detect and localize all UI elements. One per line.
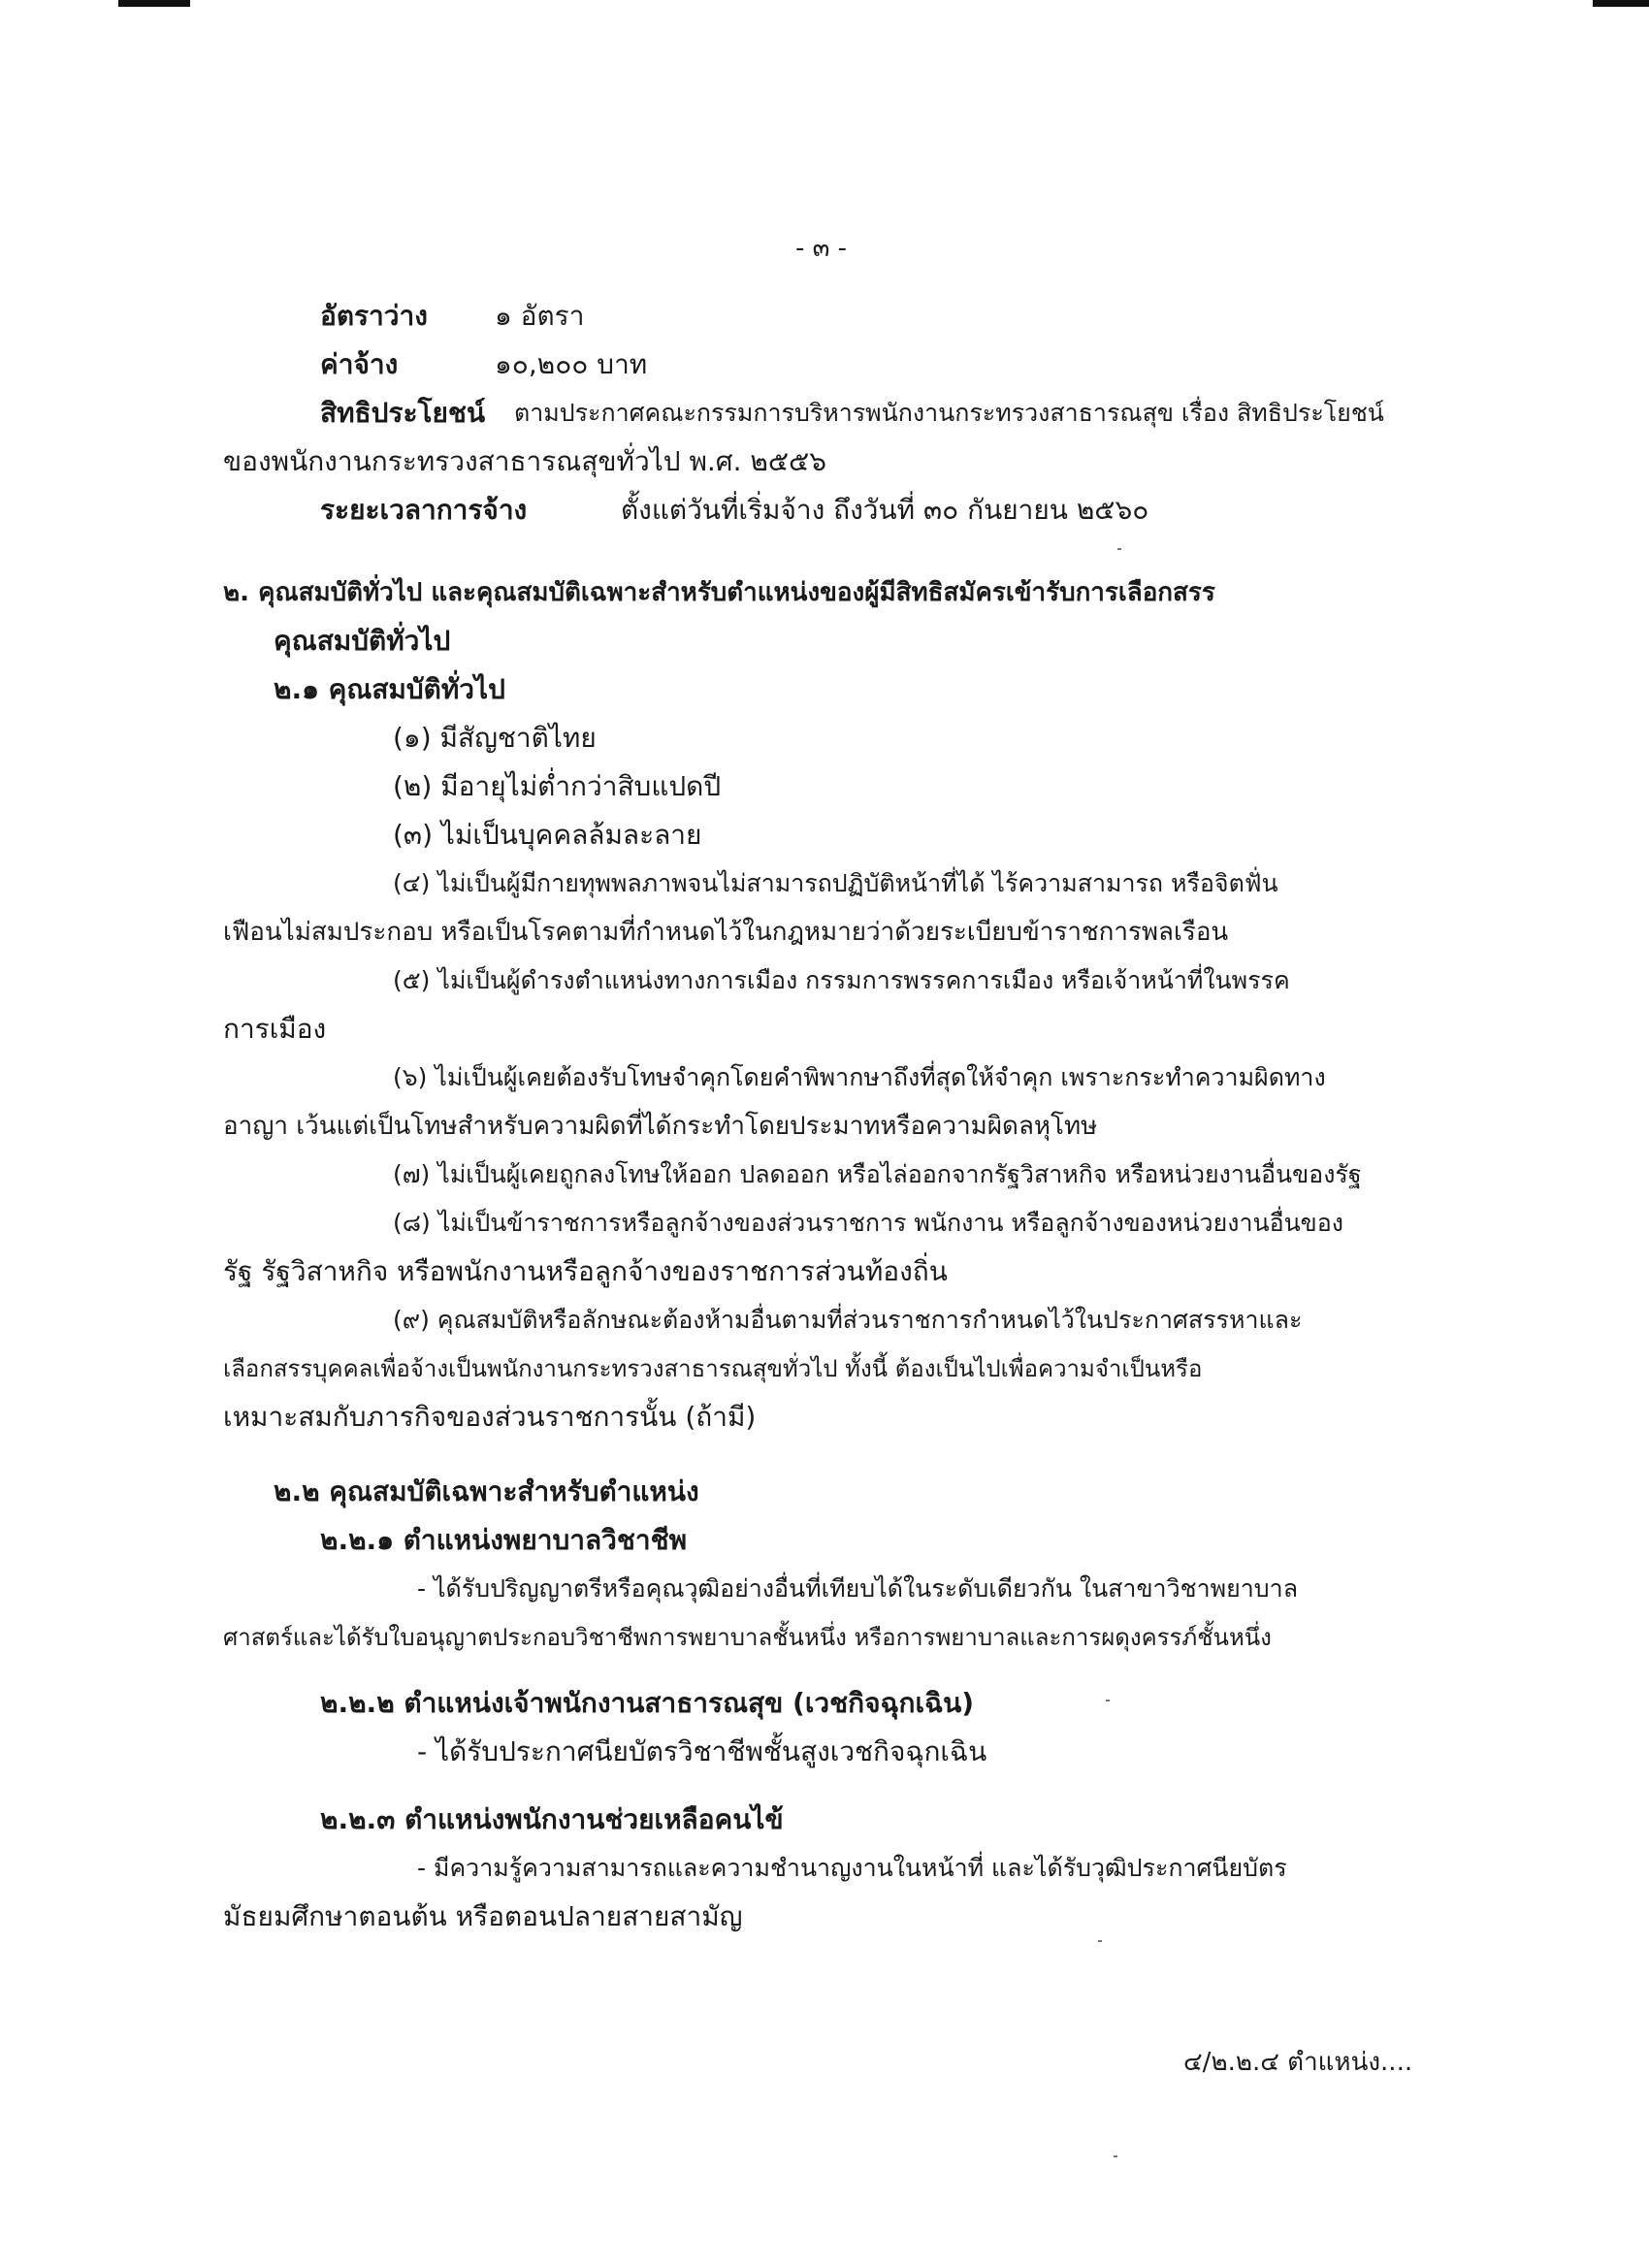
list-item-continuation: เหมาะสมกับภารกิจของส่วนราชการนั้น (ถ้ามี) xyxy=(223,1401,757,1433)
specific-qualifications-heading: ๒.๒ คุณสมบัติเฉพาะสำหรับตำแหน่ง xyxy=(274,1475,699,1507)
list-item: (๙) คุณสมบัติหรือลักษณะต้องห้ามอื่นตามที่ส่วนราชการกำหนดไว้ในประกาศสรรหาและ xyxy=(393,1306,1303,1334)
continuation-footer: ๔/๒.๒.๔ ตำแหน่ง.... xyxy=(1183,2048,1413,2077)
position-heading-emergency: ๒.๒.๒ ตำแหน่งเจ้าพนักงานสาธารณสุข (เวชกิจฉุกเฉิน) xyxy=(320,1687,975,1719)
scan-speck xyxy=(1106,1700,1110,1701)
list-item: (๓) ไม่เป็นบุคคลล้มละลาย xyxy=(393,819,702,851)
list-item: (๕) ไม่เป็นผู้ดำรงตำแหน่งทางการเมือง กรรมการพรรคการเมือง หรือเจ้าหน้าที่ในพรรค xyxy=(393,966,1290,994)
vacancy-label: อัตราว่าง xyxy=(320,300,428,332)
benefits-label: สิทธิประโยชน์ xyxy=(320,397,486,429)
position-heading-nurse: ๒.๒.๑ ตำแหน่งพยาบาลวิชาชีพ xyxy=(320,1524,688,1556)
list-item-continuation: รัฐ รัฐวิสาหกิจ หรือพนักงานหรือลูกจ้างของราชการส่วนท้องถิ่น xyxy=(223,1255,948,1287)
list-item-continuation: เลือกสรรบุคคลเพื่อจ้างเป็นพนักงานกระทรวงสาธารณสุขทั่วไป ทั้งนี้ ต้องเป็นไปเพื่อความจำเป็นหรือ xyxy=(223,1355,1203,1382)
scan-edge-mark-left xyxy=(118,0,190,7)
list-item: (๘) ไม่เป็นข้าราชการหรือลูกจ้างของส่วนราชการ พนักงาน หรือลูกจ้างของหน่วยงานอื่นของ xyxy=(393,1209,1343,1237)
position-requirement-continuation: มัธยมศึกษาตอนต้น หรือตอนปลายสายสามัญ xyxy=(223,1900,743,1932)
vacancy-value: ๑ อัตรา xyxy=(495,300,585,332)
scan-speck xyxy=(1114,2155,1117,2157)
period-value: ตั้งแต่วันที่เริ่มจ้าง ถึงวันที่ ๓๐ กันยายน ๒๕๖๐ xyxy=(621,494,1149,526)
list-item: (๑) มีสัญชาติไทย xyxy=(393,722,597,754)
list-item-continuation: เฟือนไม่สมประกอบ หรือเป็นโรคตามที่กำหนดไว้ในกฎหมายว่าด้วยระเบียบข้าราชการพลเรือน xyxy=(223,918,1229,947)
list-item: (๔) ไม่เป็นผู้มีกายทุพพลภาพจนไม่สามารถปฏิบัติหน้าที่ได้ ไร้ความสามารถ หรือจิตฟั่น xyxy=(393,869,1278,897)
position-heading-patient-aide: ๒.๒.๓ ตำแหน่งพนักงานช่วยเหลือคนไข้ xyxy=(320,1803,784,1835)
wage-label: ค่าจ้าง xyxy=(320,348,399,380)
page-number: - ๓ - xyxy=(795,234,848,263)
list-item-continuation: อาญา เว้นแต่เป็นโทษสำหรับความผิดที่ได้กระทำโดยประมาทหรือความผิดลหุโทษ xyxy=(223,1112,1098,1141)
position-requirement: - ได้รับประกาศนียบัตรวิชาชีพชั้นสูงเวชกิจฉุกเฉิน xyxy=(417,1735,987,1767)
benefits-text-line1: ตามประกาศคณะกรรมการบริหารพนักงานกระทรวงสาธารณสุข เรื่อง สิทธิประโยชน์ xyxy=(514,399,1384,427)
period-label: ระยะเวลาการจ้าง xyxy=(320,494,528,526)
list-item-continuation: การเมือง xyxy=(223,1013,327,1045)
wage-value: ๑๐,๒๐๐ บาท xyxy=(495,348,648,380)
list-item: (๒) มีอายุไม่ต่ำกว่าสิบแปดปี xyxy=(393,770,722,802)
scan-speck xyxy=(1098,1940,1102,1942)
section2-heading-line2: คุณสมบัติทั่วไป xyxy=(274,625,451,657)
benefits-text-line2: ของพนักงานกระทรวงสาธารณสุขทั่วไป พ.ศ. ๒๕๕๖ xyxy=(223,445,826,477)
list-item: (๗) ไม่เป็นผู้เคยถูกลงโทษให้ออก ปลดออก หรือไล่ออกจากรัฐวิสาหกิจ หรือหน่วยงานอื่นของรัฐ xyxy=(393,1160,1362,1188)
scan-edge-mark-right xyxy=(1593,0,1649,7)
general-qualifications-heading: ๒.๑ คุณสมบัติทั่วไป xyxy=(274,673,505,705)
scan-speck xyxy=(1117,548,1121,550)
position-requirement-continuation: ศาสตร์และได้รับใบอนุญาตประกอบวิชาชีพการพยาบาลชั้นหนึ่ง หรือการพยาบาลและการผดุงครรภ์ชั้นหนึ่ง xyxy=(223,1624,1272,1651)
list-item: (๖) ไม่เป็นผู้เคยต้องรับโทษจำคุกโดยคำพิพากษาถึงที่สุดให้จำคุก เพราะกระทำความผิดทาง xyxy=(393,1063,1326,1091)
section2-heading: ๒. คุณสมบัติทั่วไป และคุณสมบัติเฉพาะสำหรับตำแหน่งของผู้มีสิทธิสมัครเข้ารับการเลือกสรร xyxy=(223,578,1215,607)
position-requirement: - ได้รับปริญญาตรีหรือคุณวุฒิอย่างอื่นที่เทียบได้ในระดับเดียวกัน ในสาขาวิชาพยาบาล xyxy=(417,1574,1299,1603)
position-requirement: - มีความรู้ความสามารถและความชำนาญงานในหน้าที่ และได้รับวุฒิประกาศนียบัตร xyxy=(417,1854,1287,1882)
